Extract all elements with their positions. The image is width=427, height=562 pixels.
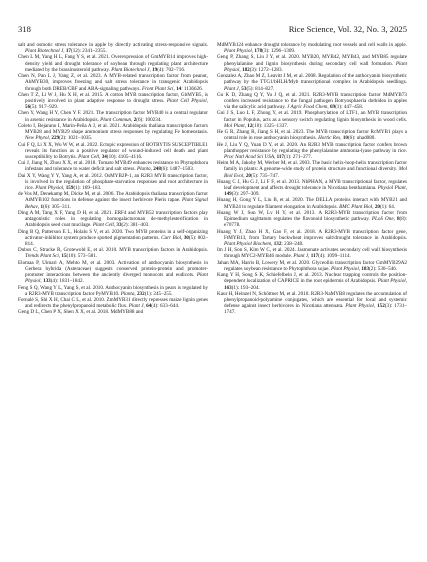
reference-entry [217, 272, 407, 291]
reference-journal: Physiol Plant [377, 185, 406, 192]
reference-text: Elomaa P, Uimari A, Mehto M, et al. 2003. Activation of anthocyanin biosynthesis in Gerbera hybrida (Asteraceae) suggests conserved protein-protein and promoter-promoter interactions between the anciently diverged monocots and eudicots. [18, 259, 208, 279]
reference-pages: (5): 814–827. [246, 85, 275, 92]
reference-separator: , [405, 185, 407, 192]
reference-journal: Planta [120, 290, 135, 297]
reference-pages: (6): uhad080. [347, 135, 376, 142]
reference-separator: , [37, 203, 41, 210]
reference-pages: (5): 917–929. [30, 104, 59, 111]
reference-journal: Plant Physiol Biochem [224, 241, 272, 247]
reference-journal: J Agric Food Chem [287, 104, 328, 111]
reference-separator: , [239, 66, 242, 73]
reference-text: de Vos M, Denekamp M, Dicke M, et al. 2006. The Arabidopsis thaliana transcription factor AtMYB102 functions in defense against the insect herbivore Pieris rapae. [18, 191, 208, 204]
reference-entry [18, 110, 208, 122]
reference-separator: , [327, 104, 330, 111]
running-header [18, 24, 407, 36]
reference-text: Jahan MA, Harris B, Lowery M, et al. 2020. Glyceollin transcription factor GmMYB29A2 regulates soybean resistance to Phytophthora sojae. [217, 259, 407, 272]
reference-volume: 19 [152, 66, 158, 73]
reference-journal: Plant Cell Physiol [166, 97, 207, 104]
reference-journal: Plant J [128, 303, 144, 310]
reference-separator: , [134, 290, 137, 297]
reference-volume: 182 [242, 66, 250, 73]
reference-journal: Plant Physiol [330, 265, 359, 272]
reference-text: Geng D L, Chen P X, Shen X X, et al. 2018. MdMYB88 and [18, 309, 144, 316]
reference-entry [18, 229, 208, 248]
reference-separator: , [131, 116, 134, 123]
reference-text: Coleto I, Bejarano I, Marín-Peña A J, et al. 2021. Arabidopsis thaliana transcription factors MYB28 and MYB29 shape ammonium stress responses by regulating Fe homeostasis. [18, 122, 208, 136]
reference-entry [217, 179, 407, 198]
reference-text: Gui J S, Luo L F, Zhong Y, et al. 2019. Phosphorylation of LTF1, an MYB transcription factor in Populus, acts as a sensory switch regulating lignin biosynthesis in wood cells. [217, 110, 407, 123]
reference-text: Gonzalez A, Zhao M Z, Leavitt J M, et al. 2008. Regulation of the anthocyanin biosynthetic pathway by the TTG1/bHLH/Myb transcriptional complex in Arabidopsis seedlings. [217, 73, 407, 86]
reference-text: Chen T Z, Li W J, Hu X H, et al. 2015. A cotton MYB transcription factor, GbMYB5, is positively involved in plant adaptive response to drought stress. [18, 91, 208, 104]
reference-text: Dai X Y, Wang Y Y, Yang A, et al. 2012. OsMYB2P-1, an R2R3 MYB transcription factor, is involved in the regulation of phosphate-starvation responses and root architecture in rice. [18, 172, 208, 192]
reference-text: Cui F Q, Li X X, Wu W W, et al. 2022. Ectopic expression of BOTRYTIS SUSCEPTIBLE1 reveals its function as a positive regulator of wound-induced cell death and plant susceptibility to Botrytis. [18, 141, 208, 160]
reference-separator: , [63, 48, 66, 55]
reference-text: salt and osmotic stress tolerance in apple by directly activating stress-responsive signals. [18, 42, 208, 48]
reference-volume: 117 [276, 153, 284, 160]
reference-journal: Plant Commun [100, 116, 132, 123]
reference-volume: 14 [176, 85, 182, 92]
reference-journal: Mol Plant [224, 122, 245, 129]
reference-volume: 133 [43, 278, 51, 285]
reference-pages: (3): 1272–1283. [249, 66, 283, 73]
reference-volume: 132 [273, 241, 282, 247]
reference-column-left [18, 42, 208, 316]
reference-separator: , [181, 234, 184, 241]
reference-volume: 149 [224, 191, 232, 198]
reference-entry [217, 210, 407, 229]
reference-pages: (6): 100234. [136, 116, 162, 123]
reference-volume: 17 [65, 48, 71, 55]
reference-separator: , [251, 48, 255, 55]
reference-separator: , [243, 172, 246, 179]
reference-entry [18, 210, 208, 229]
reference-separator: , [113, 222, 117, 229]
reference-volume: 33 [116, 222, 122, 229]
reference-volume: 8 [396, 216, 400, 223]
journal-header: Rice Science, Vol. 32, No. 3, 2025 [288, 24, 407, 34]
reference-text: Feng S Q, Wang Y L, Yang S, et al. 2010. Anthocyanin biosynthesis in pears is regulated by a R2R3-MYB transcription factor PyMYB10. [18, 284, 208, 297]
reference-journal: New Phytol [25, 135, 49, 142]
reference-text: Heim M A, Jakoby M, Werber M, et al. 2003. The basic helix-loop-helix transcription factor family in plants: A genome-wide study of protein structure and functional diversity. [217, 160, 407, 173]
reference-journal: Plant Physiol [25, 272, 208, 285]
reference-text: Chen L M, Yang H L, Fang Y S, et al. 2021. Overexpression of GmMYB14 improves high-density yield and drought tolerance of soybean through regulating plant architecture mediated by the brassinosteroid pathway. [18, 54, 208, 73]
reference-journal: Plant Physiol [224, 48, 252, 55]
reference-volume: 159 [65, 185, 74, 192]
reference-volume: 183 [361, 265, 370, 272]
reference-entry [18, 92, 208, 111]
reference-separator: , [238, 85, 242, 92]
reference-entry [217, 197, 407, 209]
reference-entry [18, 297, 208, 309]
reference-pages: (1): 64. [379, 203, 396, 210]
reference-volume: 2 [133, 116, 137, 123]
reference-entry [217, 129, 407, 141]
reference-pages: (4): 702–716. [157, 66, 186, 73]
reference-column-right [217, 42, 407, 316]
reference-text: Huang W J, Sun W, Lv H Y, et al. 2013. A R2R3-MYB transcription factor from Epimedium sagittatum regulates the flavonoid biosynthetic pathway. [217, 209, 407, 223]
reference-journal: Curr Biol [161, 234, 182, 241]
reference-entry [217, 247, 407, 259]
reference-volume: 64 [146, 303, 152, 310]
reference-journal: Plant Physiol [224, 60, 407, 73]
reference-journal: Plant Physiol [345, 303, 374, 310]
reference-journal: Trends Plant Sci [25, 253, 59, 260]
reference-pages: (2): 381–403. [121, 222, 150, 229]
page-number: 318 [18, 24, 31, 34]
reference-journal: Plant Physiol [35, 185, 64, 192]
reference-pages: (10): 573–581. [66, 253, 98, 260]
reference-pages: (3): 1731–1747. [224, 303, 407, 316]
reference-entry [217, 291, 407, 316]
reference-entry [18, 247, 208, 259]
reference-volume: 178 [254, 48, 263, 55]
reference-text: Huang H, Gong Y L, Liu B, et al. 2020. The DELLA proteins interact with MYB21 and MYB24 to regulate filament elongation in Arabidopsis. [217, 197, 407, 210]
reference-journal: Plant J [293, 253, 309, 260]
reference-pages: (5): 802–814. [25, 234, 208, 247]
reference-entry [217, 160, 407, 179]
reference-separator: , [373, 303, 378, 310]
reference-separator: , [150, 166, 154, 173]
reference-entry [18, 42, 208, 54]
reference-pages: (1): 447–458. [335, 104, 364, 111]
reference-entry [18, 73, 208, 92]
reference-separator: , [40, 278, 43, 285]
reference-volume: 232 [136, 290, 145, 297]
reference-text: MdMYB124 enhance drought tolerance by modulating root vessels and cell walls in apple. [217, 42, 407, 48]
reference-volume: 229 [51, 135, 60, 142]
reference-volume: 117 [310, 253, 319, 260]
reference-pages: (3): 1296–1309. [262, 48, 296, 55]
reference-pages: (1): 245–255. [144, 290, 173, 297]
reference-separator: , [99, 153, 102, 160]
reference-separator: , [149, 66, 153, 73]
reference-volume: 163 [224, 284, 232, 291]
reference-volume: 248 [153, 166, 161, 173]
reference-text: He J, Liu Y Q, Yuan D Y, et al. 2020. An R2R3 MYB transcription factor confers brown planthopper resistance by regulating the phenylalanine ammonia-lyase pathway in rice. [217, 141, 407, 154]
reference-pages: (4): 1099–1114. [318, 253, 351, 260]
reference-text: Cui J, Jiang N, Zhou X X, et al. 2018. Tomato MYB49 enhances resistance to Phytophthora infestans and tolerance to water deficit and salt stress. [18, 160, 208, 173]
reference-pages: (1): 271–277. [284, 153, 312, 160]
reference-entry [18, 123, 208, 142]
reference-volume: 69 [329, 104, 336, 111]
reference-separator: , [393, 216, 397, 223]
reference-text: Chen Y, Wang H Y, Chen Y F. 2021. The transcription factor MYB40 is a central regulator in arsenic resistance in Arabidopsis. [18, 110, 208, 123]
reference-text: Ding B Q, Patterson E L, Holalu S V, et al. 2020. Two MYB proteins in a self-organizing activator-inhibitor system produce spotted pigmentation patterns. [18, 228, 208, 241]
reference-entry [217, 54, 407, 73]
reference-text: Kaur H, Heinzel N, Schöttner M, et al. 2010. R2R3-NaMYB8 regulates the accumulation of phenylpropanoid-polyamine conjugates, which are essential for local and systemic defense against insect herbivores in Nicotiana attenuata. [217, 290, 407, 310]
reference-pages: (6): 305–311. [43, 203, 71, 210]
reference-journal: Mol Biol Evol [224, 166, 407, 179]
reference-entry [18, 309, 208, 315]
reference-pages: (12): 2341–2355. [70, 48, 107, 55]
reference-pages: (10): 1325–1337. [252, 122, 289, 129]
reference-volume: 56 [25, 104, 31, 111]
reference-separator: , [340, 135, 343, 142]
reference-pages: (6): 1487–1503. [160, 166, 195, 173]
reference-entry [18, 54, 208, 73]
reference-text: Huang Y J, Zhao H X, Gao F, et al. 2018. A R2R3-MYB transcription factor gene, FtMYB13, from Tartary buckwheat improves salt/drought tolerance in Arabidopsis. [217, 228, 407, 241]
reference-volume: 53 [241, 85, 247, 92]
reference-entry [18, 260, 208, 285]
reference-separator: , [58, 253, 62, 260]
reference-separator: , [273, 153, 277, 160]
reference-journal: Proc Natl Acad Sci USA [224, 153, 274, 160]
reference-separator: , [63, 185, 66, 192]
reference-volume: 12 [247, 122, 253, 129]
reference-journal: Plant Signal Behav [25, 197, 209, 210]
reference-separator: , [244, 122, 248, 129]
reference-journal: Plant Cell [78, 153, 100, 160]
reference-journal: Plant Cell [92, 222, 114, 229]
reference-separator: , [372, 203, 375, 210]
reference-text: Huang C J, Hu G J, Li F F, et al. 2013. NbPHAN, a MYB transcriptional factor, regulates leaf development and affects drought tolerance in Nicotiana benthamiana. [217, 178, 407, 192]
reference-pages: (10): 4105–4116. [106, 153, 143, 160]
reference-text: Ding A M, Tang X F, Yang D H, et al. 2021. ERF4 and MYB52 transcription factors play antagonistic roles in regulating homogalacturonan de-methylesterification in Arabidopsis seed coat mucilage. [18, 209, 208, 229]
reference-entry [18, 160, 208, 172]
reference-pages: (4): 633–644. [151, 303, 180, 310]
reference-separator: , [358, 265, 362, 272]
reference-separator: , [48, 135, 52, 142]
reference-text: Kang Y H, Song S K, Schiefelbein J, et al. 2013. Nuclear trapping controls the position-dependent localization of CAPRICE in the root epidermis of Arabidopsis. [217, 272, 407, 285]
reference-journal: Plant J [224, 85, 239, 92]
reference-journal: Planta [136, 166, 151, 173]
reference-volume: 15 [61, 253, 67, 260]
reference-entry [217, 42, 407, 54]
reference-entry [217, 142, 407, 161]
reference-journal: Plant Biotechnol J [111, 66, 150, 73]
reference-separator: , [271, 241, 274, 247]
reference-volume: 152 [377, 303, 385, 310]
reference-journal: BMC Plant Biol [339, 203, 373, 210]
reference-text: Chen N, Pan L J, Yang Z, et al. 2023. A MYB-related transcription factor from peanut, AhMYB30, improves freezing and salt stress tolerance in transgenic Arabidopsis through both DREB/CBF and ABA-signaling pathways. [18, 73, 208, 92]
reference-pages: : 1136626. [181, 85, 204, 92]
reference-text: He G R, Zhang R, Jiang S H, et al. 2023. The MYB transcription factor RcMYB1 plays a central role in rose anthocyanin biosynthesis. [217, 129, 407, 142]
reference-text: Fornalé S, Shi X H, Chai C L, et al. 2010. ZmMYB31 directly represses maize lignin genes and redirects the phenylpropanoid metabolic flux. [18, 296, 208, 310]
reference-entry [217, 260, 407, 272]
reference-entry [217, 229, 407, 248]
reference-text: Geng P, Zhang S, Liu J Y, et al. 2020. MYB20, MYB42, MYB43, and MYB85 regulate phenylalanine and lignin biosynthesis during secondary cell wall formation. [217, 54, 407, 67]
reference-pages: (4): 1831–1842. [50, 278, 84, 285]
reference-pages: (2): 1021–1035. [59, 135, 93, 142]
reference-pages: (8): e70778. [224, 216, 407, 229]
reference-entry [18, 191, 208, 210]
reference-pages: (3): 297–309. [231, 191, 260, 198]
reference-entry [217, 73, 407, 92]
reference-journal: Plant Biotechnol J [25, 48, 64, 55]
reference-separator: , [143, 303, 147, 310]
reference-separator: , [308, 253, 311, 260]
reference-pages: (5): 735–747. [251, 172, 279, 179]
reference-entry [18, 173, 208, 192]
reference-journal: Hortic Res [318, 135, 341, 142]
reference-journal: Plant Physiol [377, 278, 406, 285]
reference-text: Dubos C, Stracke R, Grotewold E, et al. 2010. MYB transcription factors in Arabidopsis. [18, 247, 208, 254]
reference-pages: (1): 169–183. [73, 185, 102, 192]
reference-separator: , [405, 278, 407, 285]
reference-separator: , [206, 97, 208, 104]
reference-volume: 34 [101, 153, 107, 160]
reference-separator: , [173, 85, 177, 92]
reference-volume: 20 [245, 172, 251, 179]
reference-volume: 30 [183, 234, 189, 241]
reference-volume: 10 [342, 135, 348, 142]
reference-entry [18, 285, 208, 297]
reference-pages: (2): 530–546. [369, 265, 398, 272]
reference-entry [18, 142, 208, 161]
reference-volume: 20 [374, 203, 380, 210]
reference-text: Im J H, Son S, Kim W C, et al. 2024. Jasmonate activates secondary cell wall biosynthesis through MYC2-MYB46 module. [217, 247, 407, 260]
reference-entry [217, 92, 407, 111]
reference-journal: PLoS One [371, 216, 394, 223]
reference-journal: Front Plant Sci [141, 85, 174, 92]
reference-pages: : 238–248. [281, 241, 304, 247]
reference-volume: 1 [40, 203, 44, 210]
reference-entry [217, 110, 407, 129]
reference-text: Gu K D, Zhang Q Y, Yu J Q, et al. 2021. R2R3-MYB transcription factor MdMYB73 confers increased resistance to the fungal pathogen Botryosphaeria dothidea in apples via the salicylic acid pathway. [217, 91, 407, 111]
reference-pages: (1): 193–204. [231, 284, 260, 291]
